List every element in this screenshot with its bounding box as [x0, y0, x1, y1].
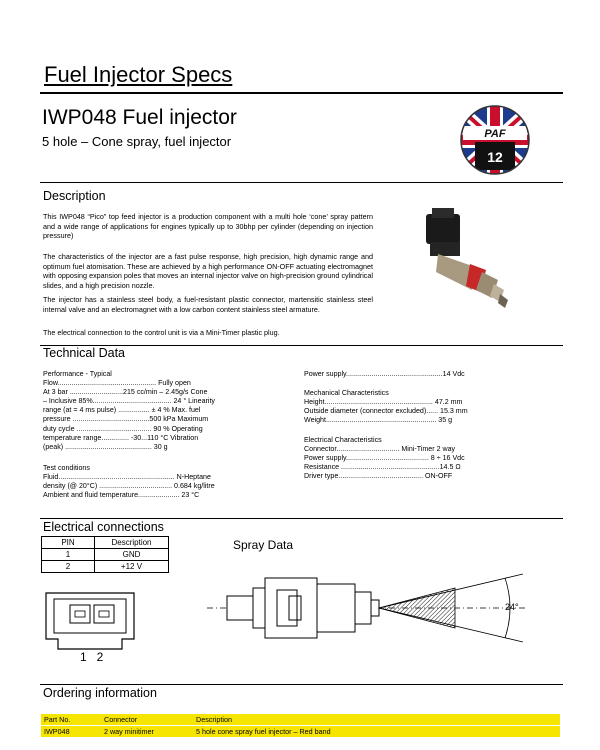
power-supply-text: Power supply.................................................14 Vdc: [304, 370, 465, 378]
performance-line: – Inclusive 85%........................................ 24 ° Linearity: [43, 397, 215, 406]
performance-line: At 3 bar ...........................215 cc/min – 2.45g/s Cone: [43, 388, 208, 397]
pin-table: [41, 536, 169, 573]
pin-description-cell: +12 V: [95, 561, 169, 573]
test-line: Ambient and fluid temperature..................... 23 °C: [43, 491, 200, 500]
performance-line: (peak) ............................................ 30 g: [43, 442, 168, 451]
description-col-header: Description: [95, 537, 169, 549]
electrical-char-line: Power supply.......................................... 8 ÷ 16 Vdc: [304, 454, 465, 463]
page-title: Fuel Injector Specs: [44, 62, 233, 87]
connector-diagram: [40, 585, 150, 665]
spray-diagram: [205, 570, 535, 650]
ordering-row: [41, 726, 560, 737]
description-para-4: The electrical connection to the control unit is via a Mini-Timer plastic plug.: [43, 328, 280, 337]
electrical-rule: [40, 518, 563, 519]
description-heading: Description: [43, 189, 106, 203]
spray-angle-label: 24°: [505, 602, 519, 612]
description-para-1: This IWP048 “Pico” top feed injector is a production component with a multi hole ‘cone’ spray pattern and a wide range of applications for engines typically up to 30bhp per cylinder (depending on injection pressure): [43, 212, 373, 241]
mechanical-block: [304, 389, 468, 425]
electrical-char-line: Driver type........................................... ON-OFF: [304, 472, 453, 481]
table-row: [42, 561, 169, 573]
order-description-header: Description: [196, 715, 232, 724]
connector-header: Connector: [104, 715, 138, 724]
electrical-char-line: Connector................................ Mini-Timer 2 way: [304, 445, 456, 454]
performance-block: [43, 370, 215, 452]
pin-cell: 1: [42, 549, 95, 561]
pin-description-cell: GND: [95, 549, 169, 561]
pin-table-header: [42, 537, 169, 549]
description-para-3: The injector has a stainless steel body, a fuel-resistant plastic connector, martensitic stainless steel internal valve and an electromagnet with a low carbon content stainless steel armature.: [43, 295, 373, 314]
performance-title: Performance - Typical: [43, 370, 112, 378]
performance-line: temperature range.............. -30...110 °C Vibration: [43, 433, 199, 442]
mechanical-title: Mechanical Characteristics: [304, 389, 389, 397]
electrical-char-title: Electrical Characteristics: [304, 436, 382, 444]
test-line: density (@ 20°C) ..................................... 0.684 kg/litre: [43, 482, 215, 491]
test-conditions-title: Test conditions: [43, 464, 90, 472]
description-rule: [40, 182, 563, 183]
injector-photo: [408, 206, 518, 326]
power-supply-line: [304, 370, 465, 379]
test-line: Fluid........................................................... N-Heptane: [43, 473, 211, 482]
technical-heading: Technical Data: [43, 346, 125, 360]
part-no-header: Part No.: [44, 715, 71, 724]
performance-line: Flow.................................................. Fully open: [43, 379, 191, 388]
description-para-2: The characteristics of the injector are a fast pulse response, high precision, high dynamic range and optimum fuel atomisation. These are achieved by a high performance ON-OFF actuating electromagnet with opposing expansion poles that moves an internal injector valve on high-precision ground cylindrical slides, and a high precision nozzle.: [43, 252, 373, 290]
title-rule: [40, 92, 563, 94]
mechanical-line: Outside diameter (connector excluded)...... 15.3 mm: [304, 407, 468, 416]
product-subtitle: 5 hole – Cone spray, fuel injector: [42, 134, 232, 149]
electrical-heading: Electrical connections: [43, 520, 164, 534]
mechanical-line: Weight........................................................ 35 g: [304, 416, 453, 425]
table-row: [42, 549, 169, 561]
ordering-rule: [40, 684, 563, 685]
ordering-heading: Ordering information: [43, 686, 157, 700]
logo-text: PAF: [484, 128, 506, 140]
performance-line: pressure .......................................500 kPa Maximum: [43, 415, 209, 424]
part-no-cell: IWP048: [44, 727, 70, 736]
spray-heading: Spray Data: [233, 538, 294, 552]
pin-labels: 1 2: [80, 650, 104, 664]
electrical-char-line: Resistance ..................................................14.5 Ω: [304, 463, 461, 472]
logo-number: 12: [487, 149, 503, 165]
ordering-header-row: [41, 714, 560, 725]
mechanical-line: Height....................................................... 47.2 mm: [304, 398, 463, 407]
electrical-characteristics-block: [304, 436, 465, 481]
connector-cell: 2 way minitimer: [104, 727, 154, 736]
pin-cell: 2: [42, 561, 95, 573]
test-conditions-block: [43, 464, 215, 500]
pin-col-header: PIN: [42, 537, 95, 549]
performance-line: duty cycle ...................................... 90 % Operating: [43, 424, 203, 433]
product-name: IWP048 Fuel injector: [42, 106, 237, 129]
performance-line: range (at = 4 ms pulse) ................ ± 4 % Max. fuel: [43, 406, 201, 415]
paf-logo: [455, 104, 535, 176]
order-description-cell: 5 hole cone spray fuel injector – Red band: [196, 727, 331, 736]
